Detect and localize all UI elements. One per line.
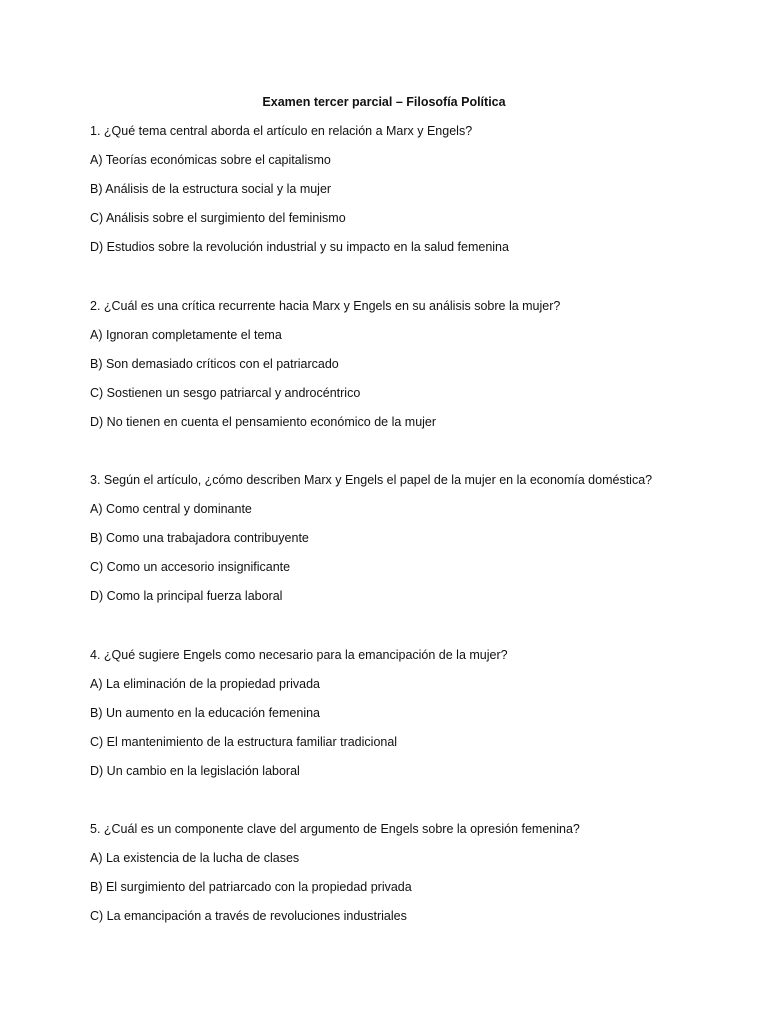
question-4-option-d: D) Un cambio en la legislación laboral xyxy=(90,764,300,778)
question-1-option-d: D) Estudios sobre la revolución industrial y su impacto en la salud femenina xyxy=(90,240,509,254)
question-1-text: 1. ¿Qué tema central aborda el artículo en relación a Marx y Engels? xyxy=(90,124,473,138)
question-2-option-b: B) Son demasiado críticos con el patriarcado xyxy=(90,357,339,371)
question-1 xyxy=(90,122,710,267)
question-2-option-c: C) Sostienen un sesgo patriarcal y androcéntrico xyxy=(90,386,361,400)
question-2-option-a: A) Ignoran completamente el tema xyxy=(90,328,282,342)
question-5-option-a: A) La existencia de la lucha de clases xyxy=(90,851,300,865)
question-5-option-b: B) El surgimiento del patriarcado con la propiedad privada xyxy=(90,880,412,894)
question-3-option-d: D) Como la principal fuerza laboral xyxy=(90,589,283,603)
question-5 xyxy=(90,820,710,936)
question-5-option-c: C) La emancipación a través de revoluciones industriales xyxy=(90,909,407,923)
question-2-text: 2. ¿Cuál es una crítica recurrente hacia Marx y Engels en su análisis sobre la mujer? xyxy=(90,299,561,313)
question-4-text: 4. ¿Qué sugiere Engels como necesario para la emancipación de la mujer? xyxy=(90,648,508,662)
question-3-option-b: B) Como una trabajadora contribuyente xyxy=(90,531,309,545)
question-3-option-c: C) Como un accesorio insignificante xyxy=(90,560,291,574)
question-3-option-a: A) Como central y dominante xyxy=(90,502,252,516)
question-3 xyxy=(90,471,710,616)
question-4-option-c: C) El mantenimiento de la estructura familiar tradicional xyxy=(90,735,398,749)
question-3-text: 3. Según el artículo, ¿cómo describen Marx y Engels el papel de la mujer en la economía doméstica? xyxy=(90,473,653,487)
question-4 xyxy=(90,646,710,791)
question-1-option-c: C) Análisis sobre el surgimiento del feminismo xyxy=(90,211,346,225)
question-2-option-d: D) No tienen en cuenta el pensamiento económico de la mujer xyxy=(90,415,437,429)
exam-title: Examen tercer parcial – Filosofía Política xyxy=(262,95,506,109)
question-4-option-b: B) Un aumento en la educación femenina xyxy=(90,706,321,720)
question-2 xyxy=(90,297,710,442)
question-5-text: 5. ¿Cuál es un componente clave del argumento de Engels sobre la opresión femenina? xyxy=(90,822,580,836)
question-1-option-a: A) Teorías económicas sobre el capitalismo xyxy=(90,153,331,167)
question-1-option-b: B) Análisis de la estructura social y la mujer xyxy=(90,182,332,196)
question-4-option-a: A) La eliminación de la propiedad privada xyxy=(90,677,321,691)
